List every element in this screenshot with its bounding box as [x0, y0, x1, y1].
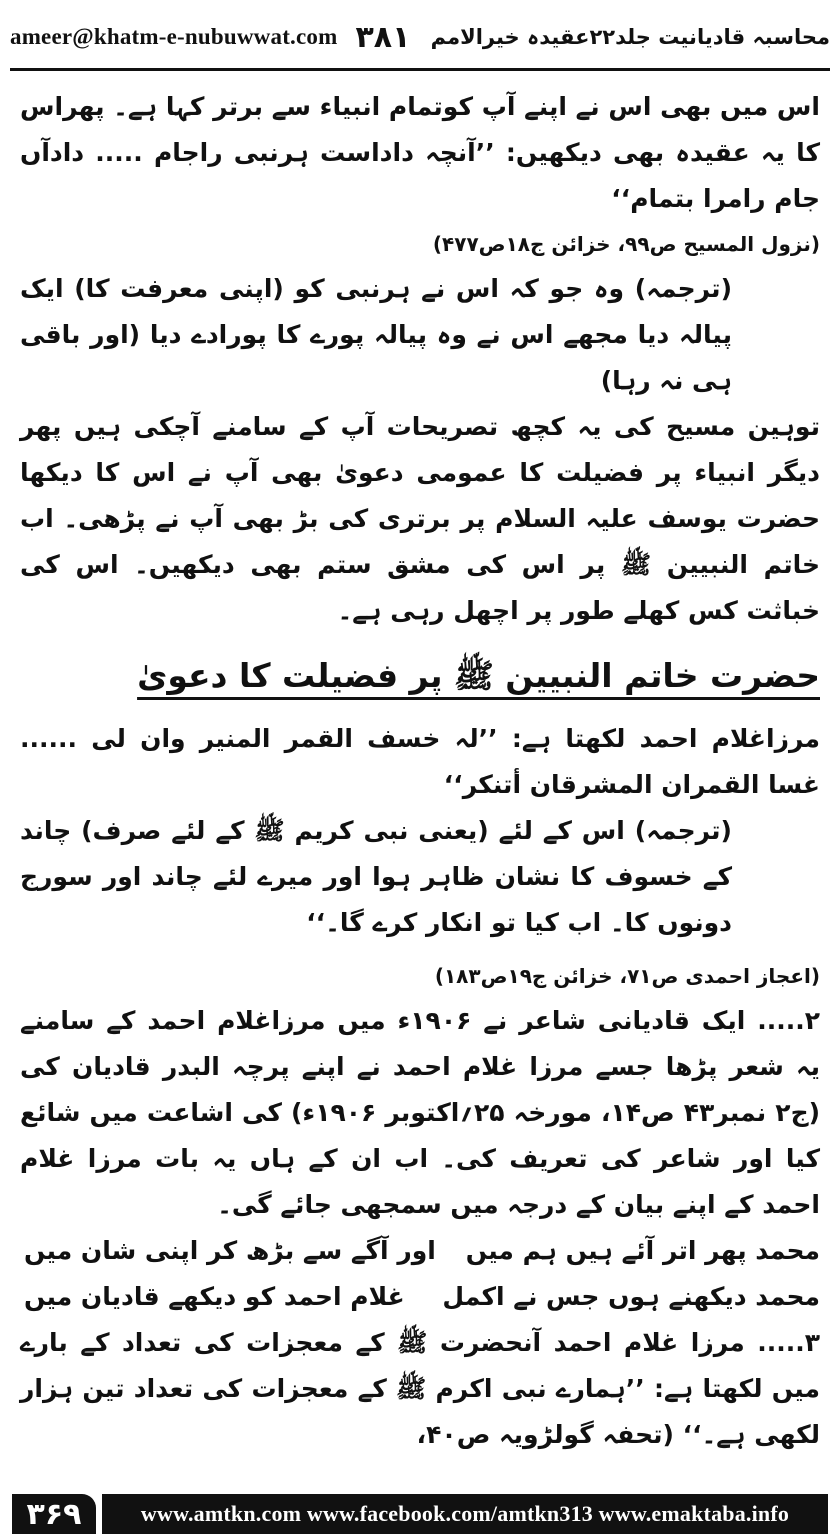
page-header — [10, 8, 830, 66]
header-divider — [10, 68, 830, 71]
paragraph-2: (ترجمہ) وہ جو کہ اس نے ہرنبی کو (اپنی معرفت کا) ایک پیالہ دیا مجھے اس نے وہ پیالہ پورے کا پورادے دیا (اور باقی ہی نہ رہا) — [20, 274, 732, 395]
paragraph-7: ۳..... مرزا غلام احمد آنحضرت ﷺ کے معجزات کی تعداد کے بارے میں لکھتا ہے: ’’ہمارے نبی اکرم ﷺ کے معجزات کی تعداد تین ہزار لکھی ہے۔‘‘ (تحفہ گولڑویہ ص۴۰، — [20, 1328, 820, 1449]
poem-verse-1-second-half: اور آگے سے بڑھ کر اپنی شان میں — [24, 1236, 436, 1265]
page-body — [20, 84, 820, 1458]
page-footer — [12, 1494, 828, 1534]
poem-verse-2 — [20, 1274, 820, 1320]
poem-verse-2-first-half: محمد دیکھنے ہوں جس نے اکمل — [442, 1282, 820, 1311]
reference-1: (نزول المسیح ص۹۹، خزائن ج۱۸ص۴۷۷) — [432, 232, 820, 256]
paragraph-3: توہین مسیح کی یہ کچھ تصریحات آپ کے سامنے آچکی ہیں پھر دیگر انبیاء پر فضیلت کا عمومی دعویٰ بھی آپ نے اس کا دیکھا حضرت یوسف علیہ السلام پر برتری کی بڑ بھی آپ نے پڑھی۔ اب خاتم النبیین ﷺ پر اس کی مشق ستم بھی دیکھیں۔ اس کی خباثت کس کھلے طور پر اچھل رہی ہے۔ — [20, 412, 820, 625]
header-title: محاسبہ قادیانیت جلد۲۲عقیدہ خیرالامم — [430, 25, 830, 49]
section-heading: حضرت خاتم النبیین ﷺ پر فضیلت کا دعویٰ — [137, 656, 820, 695]
poem-verse-1-first-half: محمد پھر اتر آئے ہیں ہم میں — [465, 1236, 820, 1265]
paragraph-4: مرزاغلام احمد لکھتا ہے: ’’لہ خسف القمر المنیر وان لی ...... غسا القمران المشرقان أتنکر‘‘ — [20, 724, 820, 799]
paragraph-6: ۲..... ایک قادیانی شاعر نے ۱۹۰۶ء میں مرزاغلام احمد کے سامنے یہ شعر پڑھا جسے مرزا غلام احمد نے اپنے پرچہ البدر قادیان کی (ج۲ نمبر۴۳ ص۱۴، مورخہ ۲۵؍اکتوبر ۱۹۰۶ء) کی اشاعت میں شائع کیا اور شاعر کی تعریف کی۔ اب ان کے ہاں یہ بات مرزا غلام احمد کے اپنے بیان کے درجہ میں سمجھی جائے گی۔ — [20, 1006, 821, 1219]
footer-website-links[interactable]: www.amtkn.com www.facebook.com/amtkn313 www.emaktaba.info — [102, 1494, 828, 1534]
footer-page-number: ۳۶۹ — [12, 1494, 96, 1534]
paragraph-1: اس میں بھی اس نے اپنے آپ کوتمام انبیاء سے برتر کہا ہے۔ پھراس کا یہ عقیدہ بھی دیکھیں: ’’آنچہ داداست ہرنبی راجام ..... دادآں جام رامرا بتمام‘‘ — [20, 92, 820, 213]
poem-verse-1 — [20, 1228, 820, 1274]
header-email: ameer@khatm-e-nubuwwat.com — [10, 24, 338, 49]
poem-verse-2-second-half: غلام احمد کو دیکھے قادیان میں — [24, 1282, 405, 1311]
header-page-number: ۳۸۱ — [355, 19, 411, 55]
paragraph-5: (ترجمہ) اس کے لئے (یعنی نبی کریم ﷺ کے لئے صرف) چاند کے خسوف کا نشان ظاہر ہوا اور میرے لئے چاند اور سورج دونوں کا۔ اب کیا تو انکار کرے گا۔‘‘ — [20, 816, 732, 937]
reference-2: (اعجاز احمدی ص۷۱، خزائن ج۱۹ص۱۸۳) — [434, 964, 820, 988]
